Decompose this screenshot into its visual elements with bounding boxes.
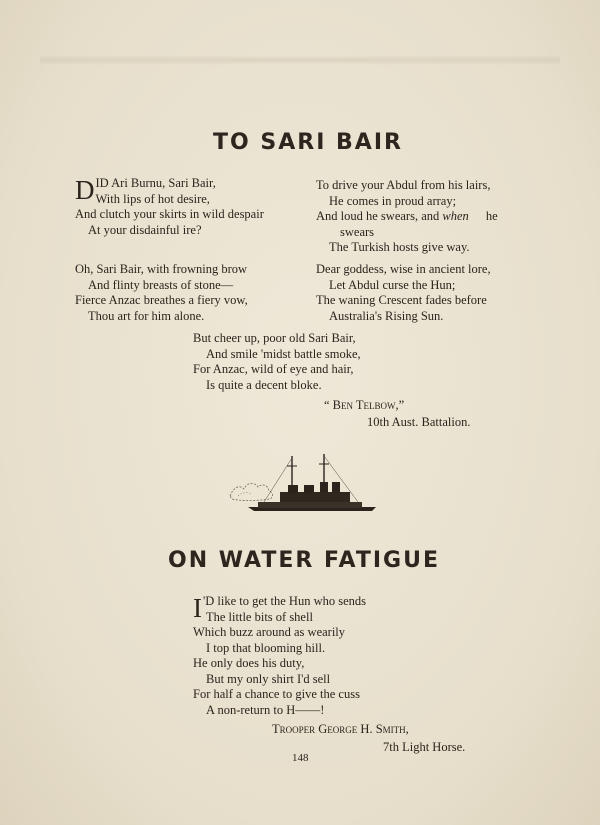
stanza-line: I 'D like to get the Hun who sends — [193, 593, 366, 623]
stanza-line: Let Abdul curse the Hun; — [329, 277, 456, 292]
page-number: 148 — [292, 752, 309, 764]
stanza-line: Australia's Rising Sun. — [329, 308, 444, 323]
stanza-line: Oh, Sari Bair, with frowning brow — [75, 262, 248, 276]
poem-title-sari-bair: TO SARI BAIR — [213, 130, 403, 155]
stanza-line: And flinty breasts of stone— — [88, 277, 234, 292]
stanza-line: With lips of hot desire, — [95, 191, 210, 206]
stanza-line: And clutch your skirts in wild despair — [75, 207, 264, 221]
stanza-line: swears — [340, 224, 375, 239]
author-signature: “ Ben Telbow,” — [324, 398, 405, 412]
stanza-line: I top that blooming hill. — [206, 640, 326, 655]
author-unit: 7th Light Horse. — [383, 740, 466, 754]
stanza-2 — [316, 178, 498, 256]
drop-cap: D — [75, 175, 95, 205]
author-unit: 10th Aust. Battalion. — [367, 415, 471, 429]
stanza-line: Dear goddess, wise in ancient lore, — [316, 262, 491, 276]
stanza-line: The waning Crescent fades before — [316, 293, 487, 307]
stanza-1 — [75, 176, 264, 238]
stanza-line: And loud he swears, and when he — [316, 209, 498, 223]
stanza-3 — [75, 262, 248, 324]
stanza-line: At your disdainful ire? — [88, 222, 202, 237]
stanza-line: But my only shirt I'd sell — [206, 671, 331, 686]
drop-cap: I — [193, 593, 202, 623]
stanza-line: For half a chance to give the cuss — [193, 687, 360, 701]
stanza-line: And smile 'midst battle smoke, — [206, 346, 361, 361]
author-signature: Trooper George H. Smith, — [272, 722, 409, 736]
stanza-4 — [316, 262, 491, 324]
stanza-line: Fierce Anzac breathes a fiery vow, — [75, 293, 248, 307]
stanza-line: The little bits of shell — [206, 609, 313, 624]
stanza-line: To drive your Abdul from his lairs, — [316, 178, 491, 192]
stanza-line: A non-return to H——! — [206, 702, 325, 717]
stanza-line: Which buzz around as wearily — [193, 625, 346, 639]
stanza-line: DID Ari Burnu, Sari Bair, — [75, 175, 216, 205]
poem-title-water-fatigue: ON WATER FATIGUE — [168, 548, 440, 573]
stanza-line: Thou art for him alone. — [88, 308, 205, 323]
battleship-illustration-icon — [228, 452, 378, 514]
stanza-line: He only does his duty, — [193, 656, 305, 670]
show-through-text — [40, 55, 560, 65]
stanza-line: He comes in proud array; — [329, 193, 457, 208]
stanza-line: Is quite a decent bloke. — [206, 377, 322, 392]
stanza-5 — [193, 331, 361, 393]
stanza-line: The Turkish hosts give way. — [329, 240, 470, 254]
stanza-water-fatigue — [193, 594, 366, 718]
stanza-line: But cheer up, poor old Sari Bair, — [193, 331, 356, 345]
stanza-line: For Anzac, wild of eye and hair, — [193, 362, 354, 376]
